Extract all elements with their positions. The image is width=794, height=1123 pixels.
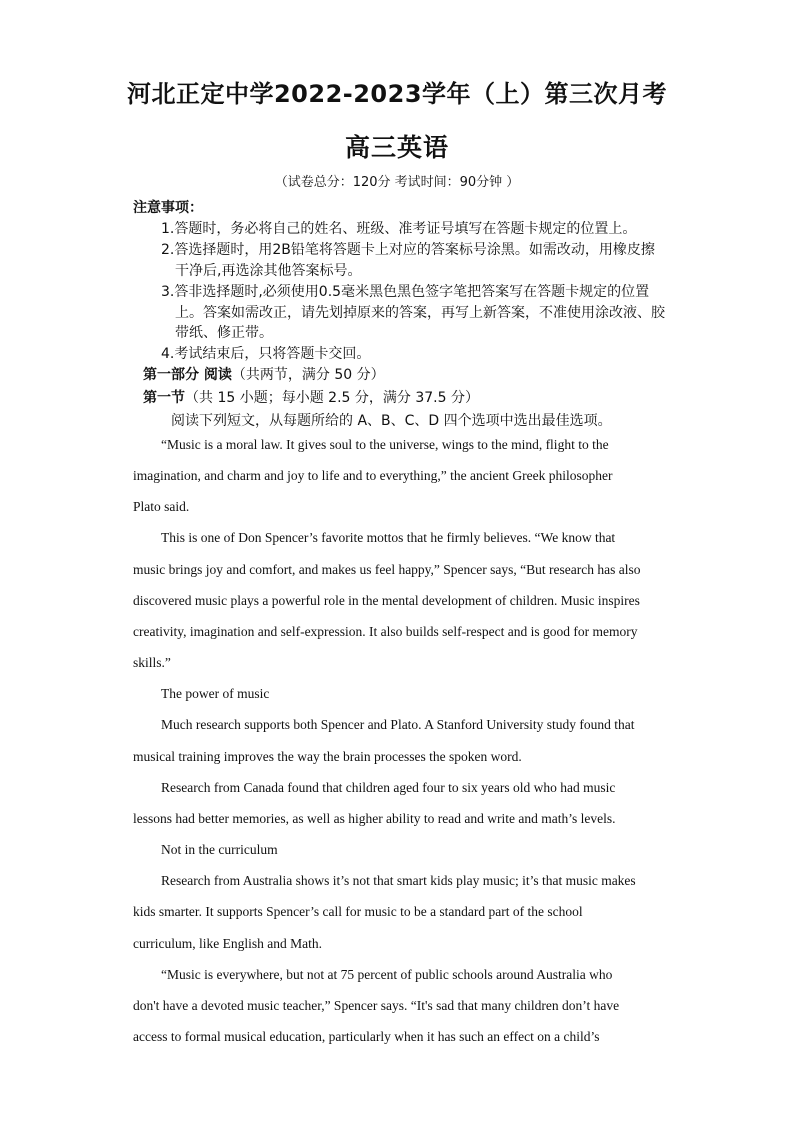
passage-line: music brings joy and comfort, and makes us feel happy,” Spencer says, “But research has also: [133, 562, 641, 577]
passage-line: lessons had better memories, as well as higher ability to read and write and math’s levels.: [133, 811, 616, 826]
part-detail: （共两节，满分 50 分）: [231, 367, 385, 383]
passage-line: don't have a devoted music teacher,” Spencer says. “It's sad that many children don’t have: [133, 998, 620, 1013]
note-line: 1.答题时，务必将自己的姓名、班级、准考证号填写在答题卡规定的位置上。: [161, 221, 637, 237]
part-heading: [143, 364, 385, 384]
passage-line: skills.”: [133, 655, 171, 670]
note-line: 上。答案如需改正，请先划掉原来的答案，再写上新答案，不准使用涂改液、胶: [175, 305, 665, 321]
passage-line: Plato said.: [133, 499, 190, 514]
exam-info: （试卷总分：120分 考试时间：90分钟 ）: [274, 175, 520, 190]
passage-line: imagination, and charm and joy to life and to everything,” the ancient Greek philosopher: [133, 468, 613, 483]
passage-line: curriculum, like English and Math.: [133, 936, 322, 951]
subheading: The power of music: [161, 686, 270, 701]
section-heading: [143, 387, 479, 407]
reading-instruction: 阅读下列短文，从每题所给的 A、B、C、D 四个选项中选出最佳选项。: [171, 413, 612, 429]
passage-line: “Music is a moral law. It gives soul to the universe, wings to the mind, flight to the: [161, 437, 609, 452]
subheading: Not in the curriculum: [161, 842, 278, 857]
note-line: 3.答非选择题时,必须使用0.5毫米黑色黑色签字笔把答案写在答题卡规定的位置: [161, 284, 650, 300]
passage-line: This is one of Don Spencer’s favorite mottos that he firmly believes. “We know that: [161, 530, 616, 545]
part-label: 第一部分 阅读: [143, 367, 232, 383]
notes-heading: 注意事项：: [133, 200, 203, 216]
passage-line: discovered music plays a powerful role in the mental development of children. Music inspires: [133, 593, 640, 608]
section-label: 第一节: [143, 390, 185, 406]
passage-line: Research from Canada found that children aged four to six years old who had music: [161, 780, 616, 795]
note-line: 干净后,再选涂其他答案标号。: [175, 263, 362, 279]
passage-line: kids smarter. It supports Spencer’s call for music to be a standard part of the school: [133, 904, 583, 919]
passage-line: musical training improves the way the brain processes the spoken word.: [133, 749, 522, 764]
note-line: 2.答选择题时，用2B铅笔将答题卡上对应的答案标号涂黑。如需改动，用橡皮擦: [161, 242, 655, 258]
passage-line: Research from Australia shows it’s not that smart kids play music; it’s that music makes: [161, 873, 636, 888]
note-line: 4.考试结束后，只将答题卡交回。: [161, 346, 371, 362]
exam-title: 河北正定中学2022-2023学年（上）第三次月考: [126, 80, 668, 108]
note-line: 带纸、修正带。: [175, 325, 273, 341]
subject-title: 高三英语: [344, 133, 449, 162]
passage-line: creativity, imagination and self-expression. It also builds self-respect and is good for memory: [133, 624, 638, 639]
passage-line: access to formal musical education, particularly when it has such an effect on a child’s: [133, 1029, 600, 1044]
passage-line: Much research supports both Spencer and Plato. A Stanford University study found that: [161, 717, 635, 732]
section-detail: （共 15 小题；每小题 2.5 分，满分 37.5 分）: [185, 390, 479, 406]
passage-line: “Music is everywhere, but not at 75 percent of public schools around Australia who: [161, 967, 613, 982]
